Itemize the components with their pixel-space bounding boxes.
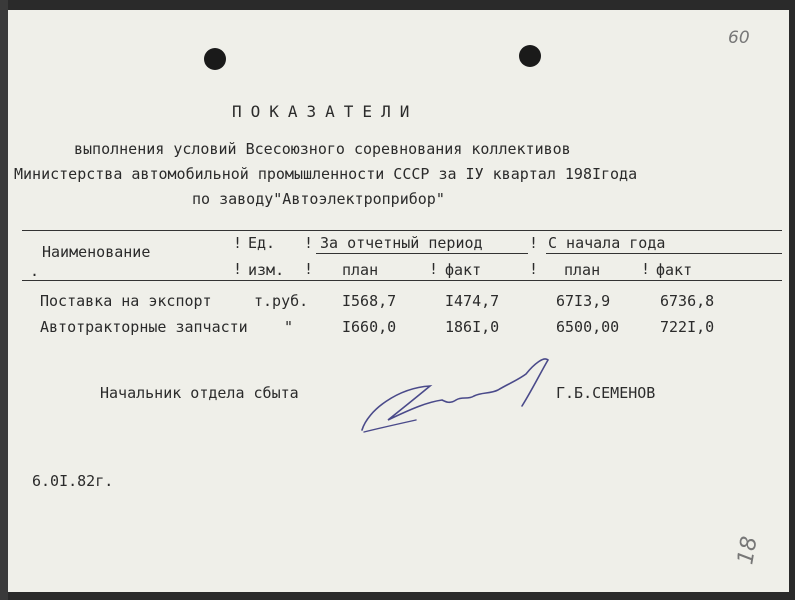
row-unit: " <box>284 318 294 336</box>
sub-plan-header: план <box>564 261 601 279</box>
col-year-header: С начала года <box>548 234 666 252</box>
row-year-fact: 6736,8 <box>660 292 715 310</box>
separator: ! <box>641 260 651 278</box>
separator: ! <box>304 234 314 252</box>
subtitle-line-2: Министерства автомобильной промышленности СССР за IУ квартал 198Iгода <box>14 165 638 183</box>
page-number-note: 60 <box>728 28 750 48</box>
signature-title: Начальник отдела сбыта <box>100 384 299 402</box>
page-edge <box>0 0 8 600</box>
col-period-header: За отчетный период <box>320 234 483 252</box>
punch-hole <box>519 45 541 67</box>
separator: ! <box>529 260 539 278</box>
col-unit-header: Ед. <box>248 234 276 252</box>
row-year-fact: 722I,0 <box>660 318 715 336</box>
subtitle-line-1: выполнения условий Всесоюзного соревнования коллективов <box>74 140 571 158</box>
row-period-plan: I660,0 <box>342 318 397 336</box>
table-top-rule <box>22 230 782 231</box>
row-unit: т.руб. <box>254 292 309 310</box>
separator: ! <box>429 260 439 278</box>
col-name-header: Наименование <box>42 243 151 261</box>
period-underline <box>316 253 528 254</box>
sub-plan-header: план <box>342 261 379 279</box>
document-date: 6.0I.82г. <box>32 472 114 490</box>
separator: ! <box>529 234 539 252</box>
handwritten-signature <box>358 350 558 440</box>
separator: ! <box>233 234 243 252</box>
header-dot: . <box>30 262 40 280</box>
row-name: Автотракторные запчасти <box>40 318 248 336</box>
sub-fact-header: факт <box>656 261 693 279</box>
document-title: ПОКАЗАТЕЛИ <box>232 102 419 121</box>
archive-number: 18 <box>733 534 763 567</box>
signatory-name: Г.Б.СЕМЕНОВ <box>556 384 656 402</box>
year-underline <box>546 253 782 254</box>
col-unit-header-2: изм. <box>248 261 285 279</box>
separator: ! <box>233 260 243 278</box>
row-period-plan: I568,7 <box>342 292 397 310</box>
row-period-fact: I474,7 <box>445 292 500 310</box>
punch-hole <box>204 48 226 70</box>
row-period-fact: 186I,0 <box>445 318 500 336</box>
row-year-plan: 67I3,9 <box>556 292 611 310</box>
subtitle-line-3: по заводу"Автоэлектроприбор" <box>192 190 445 208</box>
table-header-rule <box>22 280 782 281</box>
document-page <box>8 10 789 592</box>
row-name: Поставка на экспорт <box>40 292 212 310</box>
sub-fact-header: факт <box>445 261 482 279</box>
separator: ! <box>304 260 314 278</box>
row-year-plan: 6500,00 <box>556 318 620 336</box>
